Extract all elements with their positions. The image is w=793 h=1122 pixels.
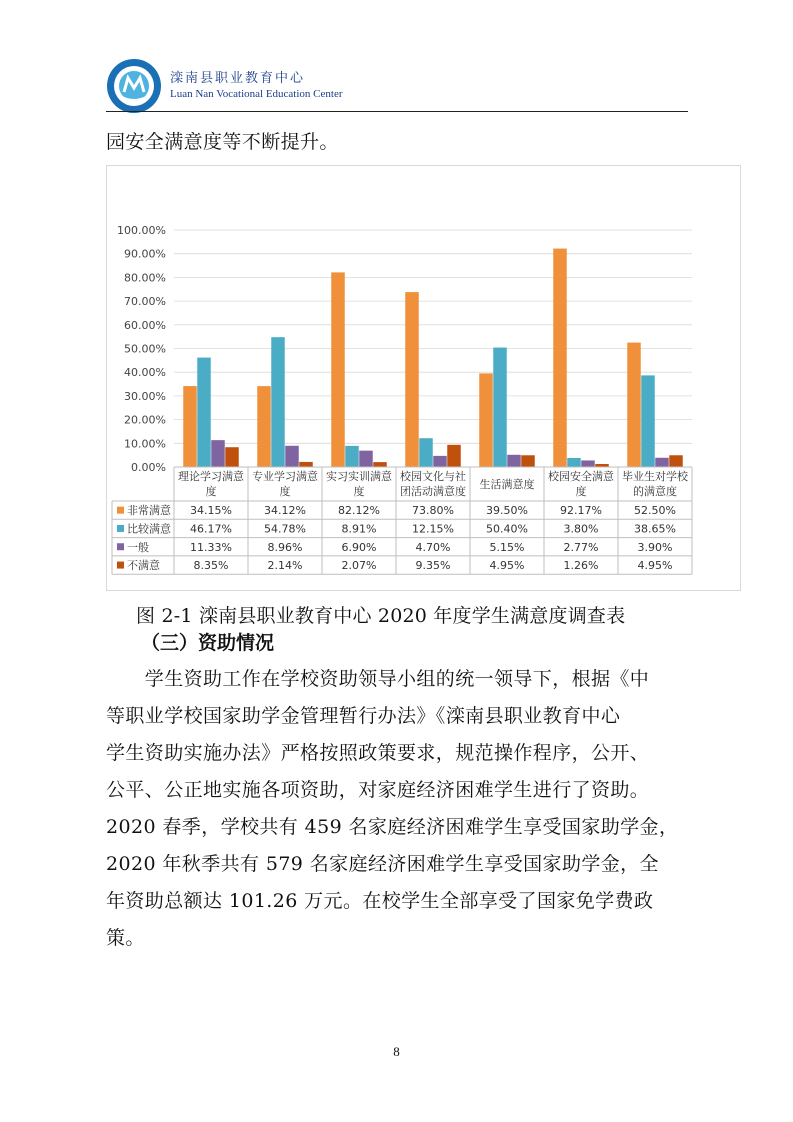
data-label: 34.15% xyxy=(190,504,232,518)
body-line: 公平、公正地实施各项资助，对家庭经济困难学生进行了资助。 xyxy=(106,779,650,801)
bar-非常满意 xyxy=(405,292,419,467)
data-label: 4.95% xyxy=(637,559,673,573)
category-label: 团活动满意度 xyxy=(400,485,466,498)
y-tick-label: 60.00% xyxy=(124,318,166,332)
category-label: 理论学习满意 xyxy=(178,470,244,483)
bar-比较满意 xyxy=(197,358,211,467)
bar-非常满意 xyxy=(331,272,345,467)
body-line: 等职业学校国家助学金管理暂行办法》《滦南县职业教育中心 xyxy=(106,705,621,727)
y-tick-label: 0.00% xyxy=(131,461,166,474)
legend-key xyxy=(117,525,124,532)
header-divider xyxy=(106,111,688,112)
bar-非常满意 xyxy=(479,373,493,467)
data-label: 8.35% xyxy=(193,559,229,573)
data-label: 3.90% xyxy=(637,540,673,554)
bar-比较满意 xyxy=(345,446,359,467)
body-line: 策。 xyxy=(106,927,145,949)
data-label: 6.90% xyxy=(341,540,377,554)
y-tick-label: 100.00% xyxy=(117,224,166,237)
bar-不满意 xyxy=(299,462,313,467)
data-label: 2.07% xyxy=(341,559,377,573)
category-label: 专业学习满意 xyxy=(252,470,318,483)
data-label: 12.15% xyxy=(412,522,454,536)
bar-一般 xyxy=(507,455,521,467)
data-label: 50.40% xyxy=(486,522,528,536)
category-label: 的满意度 xyxy=(633,485,677,498)
data-label: 9.35% xyxy=(415,559,451,573)
bar-非常满意 xyxy=(627,343,641,467)
body-line: 学生资助实施办法》严格按照政策要求，规范操作程序，公开、 xyxy=(106,742,650,764)
data-label: 82.12% xyxy=(338,504,380,518)
y-tick-label: 40.00% xyxy=(124,366,166,380)
y-tick-label: 30.00% xyxy=(124,389,166,403)
bar-一般 xyxy=(581,460,595,467)
category-label: 度 xyxy=(353,485,365,498)
data-label: 11.33% xyxy=(190,540,232,554)
bar-不满意 xyxy=(225,447,239,467)
body-line: 年资助总额达 101.26 万元。在校学生全部享受了国家免学费政 xyxy=(106,890,654,912)
data-label: 3.80% xyxy=(563,522,599,536)
category-label: 毕业生对学校 xyxy=(622,470,688,483)
category-label: 度 xyxy=(279,485,291,498)
category-label: 度 xyxy=(575,485,587,498)
bar-比较满意 xyxy=(271,337,285,467)
data-label: 92.17% xyxy=(560,504,602,518)
chart-svg xyxy=(107,166,742,592)
data-label: 38.65% xyxy=(634,522,676,536)
legend-key xyxy=(117,562,124,569)
category-label: 校园安全满意 xyxy=(548,470,614,483)
data-label: 2.77% xyxy=(563,540,599,554)
org-name-cn: 滦南县职业教育中心 xyxy=(170,71,306,86)
y-tick-label: 10.00% xyxy=(124,437,166,451)
body-text xyxy=(106,661,696,957)
data-label: 73.80% xyxy=(412,504,454,518)
figure-caption: 图 2-1 滦南县职业教育中心 2020 年度学生满意度调查表 xyxy=(136,605,626,627)
y-tick-label: 20.00% xyxy=(124,413,166,427)
data-label: 1.26% xyxy=(563,559,599,573)
bar-比较满意 xyxy=(567,458,581,467)
bar-一般 xyxy=(285,446,299,467)
legend-key xyxy=(117,507,124,514)
data-label: 39.50% xyxy=(486,504,528,518)
data-label: 34.12% xyxy=(264,504,306,518)
bar-不满意 xyxy=(521,455,535,467)
data-label: 5.15% xyxy=(489,540,525,554)
bar-比较满意 xyxy=(641,375,655,467)
data-label: 46.17% xyxy=(190,522,232,536)
legend-label: 比较满意 xyxy=(127,522,171,536)
bar-非常满意 xyxy=(257,386,271,467)
bar-一般 xyxy=(655,458,669,467)
bar-不满意 xyxy=(447,445,461,467)
paragraph-continuation: 园安全满意度等不断提升。 xyxy=(106,131,339,153)
school-logo xyxy=(106,58,162,114)
y-tick-label: 50.00% xyxy=(124,342,166,356)
legend-label: 不满意 xyxy=(127,559,160,573)
body-line: 学生资助工作在学校资助领导小组的统一领导下，根据《中 xyxy=(106,668,650,690)
bar-非常满意 xyxy=(183,386,197,467)
y-tick-label: 80.00% xyxy=(124,271,166,285)
legend-label: 一般 xyxy=(127,540,149,554)
bar-比较满意 xyxy=(493,348,507,467)
bar-不满意 xyxy=(373,462,387,467)
legend-key xyxy=(117,543,124,550)
bar-一般 xyxy=(433,456,447,467)
data-label: 4.95% xyxy=(489,559,525,573)
bar-非常满意 xyxy=(553,249,567,467)
legend-label: 非常满意 xyxy=(127,504,171,518)
page-number: 8 xyxy=(393,1044,400,1059)
y-tick-label: 70.00% xyxy=(124,295,166,309)
body-line: 2020 春季，学校共有 459 名家庭经济困难学生享受国家助学金， xyxy=(106,816,679,838)
bar-一般 xyxy=(359,451,373,467)
bar-一般 xyxy=(211,440,225,467)
category-label: 生活满意度 xyxy=(479,478,535,491)
bar-不满意 xyxy=(669,455,683,467)
data-label: 8.91% xyxy=(341,522,377,536)
body-line: 2020 年秋季共有 579 名家庭经济困难学生享受国家助学金，全 xyxy=(106,853,659,875)
category-label: 校园文化与社 xyxy=(400,470,466,483)
data-label: 52.50% xyxy=(634,504,676,518)
data-label: 54.78% xyxy=(264,522,306,536)
data-label: 2.14% xyxy=(267,559,303,573)
satisfaction-chart xyxy=(106,165,741,591)
data-label: 8.96% xyxy=(267,540,303,554)
category-label: 实习实训满意 xyxy=(326,470,392,483)
section-title: （三）资助情况 xyxy=(141,632,275,654)
bar-比较满意 xyxy=(419,438,433,467)
category-label: 度 xyxy=(205,485,217,498)
y-tick-label: 90.00% xyxy=(124,247,166,261)
org-name-en: Luan Nan Vocational Education Center xyxy=(170,88,343,100)
data-label: 4.70% xyxy=(415,540,451,554)
